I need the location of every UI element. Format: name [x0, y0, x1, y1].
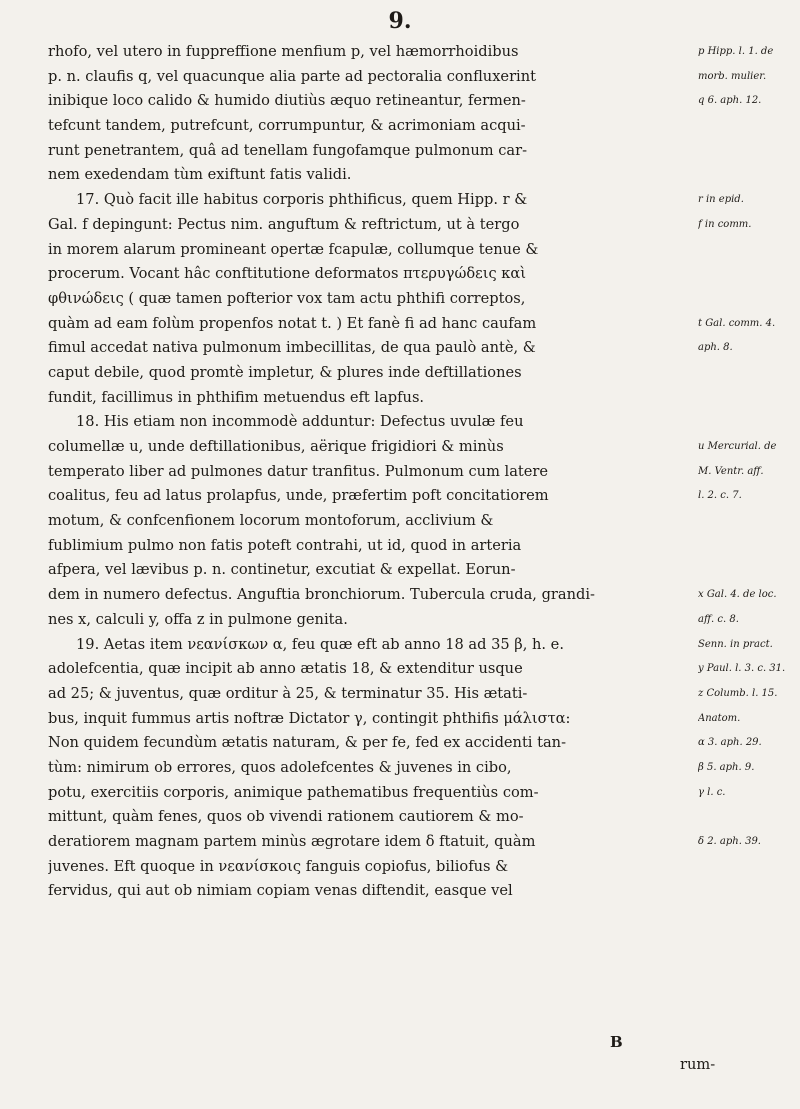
- text-line: runt penetrantem, quâ ad tenellam fungofamque pulmonum car-: [48, 141, 528, 159]
- text-line: temperato liber ad pulmones datur tranfitus. Pulmonum cum latere: [48, 462, 549, 480]
- text-line: tùm: nimirum ob errores, quos adolefcentes & juvenes in cibo,: [48, 758, 512, 776]
- margin-note: aph. 8.: [698, 342, 733, 354]
- margin-note: f in comm.: [698, 218, 752, 230]
- margin-note: [698, 139, 798, 164]
- margin-note: δ 2. aph. 39.: [698, 836, 761, 847]
- text-line: procerum. Vocant hâc conftitutione deformatos πτερυγώδεις καὶ: [48, 265, 526, 283]
- text-line: caput debile, quod promtè impletur, & plures inde deftillationes: [48, 363, 522, 381]
- text-line: fublimium pulmo non fatis poteft contrahi, ut id, quod in arteria: [48, 536, 522, 554]
- text-line: p. n. claufis q, vel quacunque alia parte ad pectoralia confluxerint: [48, 67, 536, 85]
- text-line: potu, exercitiis corporis, animique pathematibus frequentiùs com-: [48, 783, 539, 801]
- text-line: coalitus, feu ad latus prolapfus, unde, præfertim poft concitatiorem: [48, 487, 549, 505]
- text-line: tefcunt tandem, putrefcunt, corrumpuntur, & acrimoniam acqui-: [48, 117, 526, 135]
- text-line: φθινώδεις ( quæ tamen pofterior vox tam actu phthifi correptos,: [48, 289, 526, 307]
- margin-note: [698, 361, 798, 386]
- margin-note: [698, 114, 798, 139]
- text-line: quàm ad eam folùm propenfos notat t. ) Et fanè fi ad hanc caufam: [48, 314, 537, 332]
- signature-mark: B: [610, 1033, 623, 1051]
- text-line: fimul accedat nativa pulmonum imbecillitas, de qua paulò antè, &: [48, 339, 536, 357]
- margin-note: aff. c. 8.: [698, 613, 739, 625]
- text-line: nem exedendam tùm exiftunt fatis validi.: [48, 166, 352, 184]
- margin-note: [698, 534, 798, 559]
- margin-note: Anatom.: [698, 712, 741, 724]
- text-line: Gal. f depingunt: Pectus nim. anguftum & reftrictum, ut à tergo: [48, 215, 520, 233]
- margin-note: [698, 410, 798, 435]
- margin-note: [698, 558, 798, 583]
- margin-note: r in epid.: [698, 194, 744, 206]
- text-line: 17. Quò facit ille habitus corporis phthificus, quem Hipp. r &: [76, 191, 528, 209]
- text-line: columellæ u, unde deftillationibus, aërique frigidiori & minùs: [48, 438, 504, 455]
- text-line: ad 25; & juventus, quæ orditur à 25, & terminatur 35. His ætati-: [48, 684, 528, 702]
- margin-note: [698, 855, 798, 880]
- margin-note: [698, 262, 798, 287]
- margin-note: Senn. in pract.: [698, 638, 773, 650]
- margin-note: x Gal. 4. de loc.: [698, 589, 777, 601]
- text-line: mittunt, quàm fenes, quos ob vivendi rationem cautiorem & mo-: [48, 808, 524, 826]
- margin-note: [698, 805, 798, 830]
- margin-note: y Paul. l. 3. c. 31.: [698, 663, 786, 675]
- margin-note: [698, 238, 798, 263]
- text-line: deratiorem magnam partem minùs ægrotare idem δ ftatuit, quàm: [48, 833, 536, 850]
- margin-note: p Hipp. l. 1. de: [698, 46, 774, 57]
- margin-note: l. 2. c. 7.: [698, 490, 742, 502]
- text-line: bus, inquit fummus artis noftræ Dictator γ, contingit phthifis μάλιστα:: [48, 709, 571, 727]
- text-line: 19. Aetas item νεανίσκων α, feu quæ eft ab anno 18 ad 35 β, h. e.: [76, 635, 564, 653]
- margin-note: t Gal. comm. 4.: [698, 317, 776, 329]
- margin-note: morb. mulier.: [698, 70, 767, 82]
- text-line: 18. His etiam non incommodè adduntur: Defectus uvulæ feu: [76, 413, 524, 431]
- margin-note: [698, 879, 798, 904]
- margin-note: q 6. aph. 12.: [698, 95, 762, 107]
- margin-note: u Mercurial. de: [698, 441, 777, 452]
- text-line: rhofo, vel utero in fuppreffione menfium p, vel hæmorrhoidibus: [48, 43, 519, 60]
- text-line: fundit, facillimus in phthifim metuendus eft lapfus.: [48, 388, 425, 406]
- text-line: Non quidem fecundùm ætatis naturam, & per fe, fed ex accidenti tan-: [48, 734, 567, 752]
- catchword: rum-: [680, 1056, 716, 1073]
- margin-note: α 3. aph. 29.: [698, 737, 762, 749]
- text-line: in morem alarum promineant opertæ fcapulæ, collumque tenue &: [48, 240, 539, 258]
- margin-note: [698, 509, 798, 534]
- text-line: adolefcentia, quæ incipit ab anno ætatis 18, & extenditur usque: [48, 660, 523, 678]
- text-line: juvenes. Eft quoque in νεανίσκοις fanguis copiofus, biliofus &: [48, 857, 509, 875]
- text-line: fervidus, qui aut ob nimiam copiam venas diftendit, easque vel: [48, 882, 513, 900]
- text-line: inibique loco calido & humido diutiùs æquo retineantur, fermen-: [48, 92, 526, 110]
- body-text: [48, 40, 698, 904]
- text-line: nes x, calculi y, offa z in pulmone genita.: [48, 610, 348, 628]
- text-line: motum, & confcenfionem locorum montoforum, acclivium &: [48, 512, 494, 530]
- margin-note: β 5. aph. 9.: [698, 761, 755, 773]
- margin-note: [698, 386, 798, 411]
- margin-note: [698, 287, 798, 312]
- margin-note: M. Ventr. aff.: [698, 465, 764, 477]
- text-line: dem in numero defectus. Anguftia bronchiorum. Tubercula cruda, grandi-: [48, 586, 595, 604]
- text-line: afpera, vel lævibus p. n. continetur, excutiat & expellat. Eorun-: [48, 561, 516, 579]
- page-number: 9.: [388, 8, 412, 34]
- margin-notes: [698, 40, 798, 904]
- margin-note: γ l. c.: [698, 786, 726, 798]
- margin-note: z Columb. l. 15.: [698, 687, 778, 699]
- margin-note: [698, 163, 798, 188]
